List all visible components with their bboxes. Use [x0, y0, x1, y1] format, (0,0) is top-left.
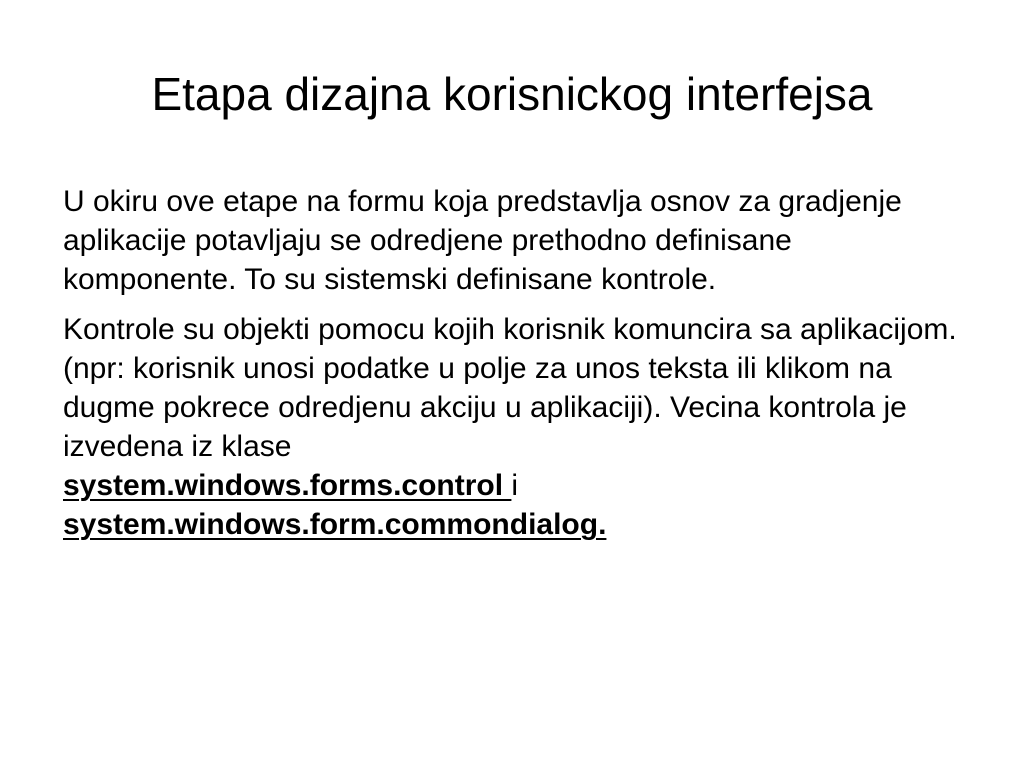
- class-name-commondialog: system.windows.form.commondialog.: [63, 508, 607, 541]
- paragraph-controls-intro: U okiru ove etape na formu koja predstavlja osnov za gradjenje aplikacije potavljaju se odredjene prethodno definisane komponente. To su sistemski definisane kontrole.: [63, 185, 902, 296]
- paragraph-controls-text: Kontrole su objekti pomocu kojih korisnik komuncira sa aplikacijom.(npr: korisnik unosi podatke u polje za unos teksta ili klikom na dugme pokrece odredjenu akciju u aplikaciji). Vecina kontrola je izvedena iz klase: [63, 313, 957, 463]
- class-name-forms-control: system.windows.forms.control: [63, 469, 512, 502]
- slide-body: [63, 182, 963, 555]
- slide-title: Etapa dizajna korisnickog interfejsa: [151, 68, 873, 120]
- paragraph-controls-definition: [63, 310, 963, 544]
- conjunction-text: i: [511, 469, 519, 502]
